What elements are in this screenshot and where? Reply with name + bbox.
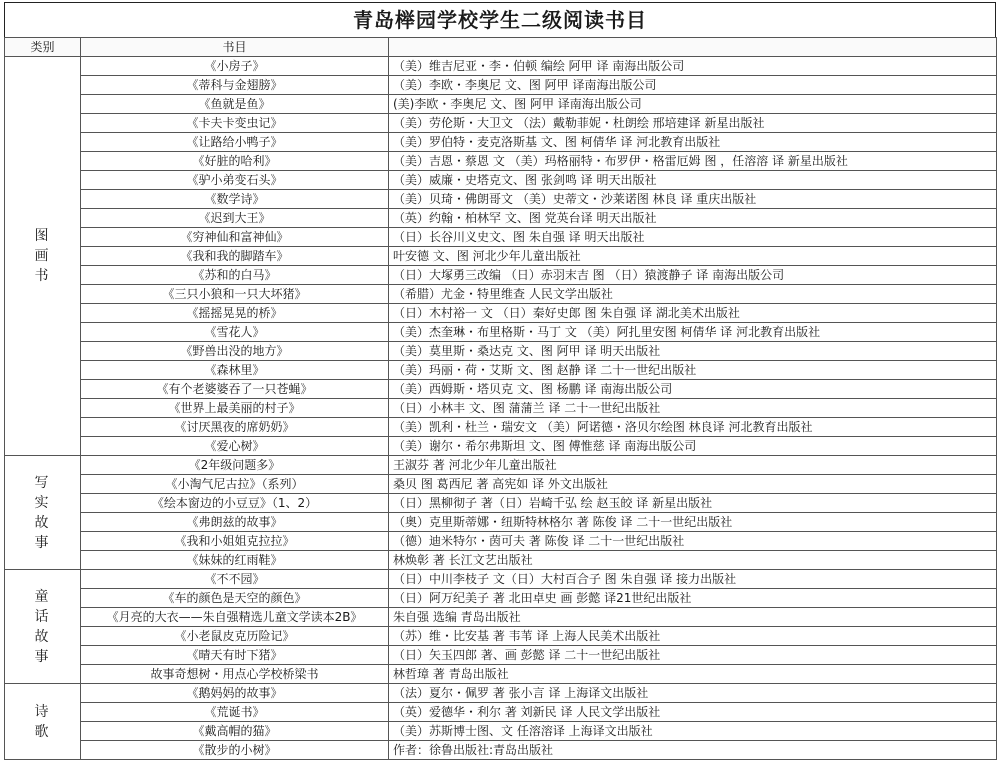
table-row	[5, 114, 997, 133]
book-title-cell: 《弗朗兹的故事》	[81, 513, 389, 532]
book-title-cell: 《穷神仙和富神仙》	[81, 228, 389, 247]
book-info-cell: （美）莫里斯・桑达克 文、图 阿甲 译 明天出版社	[389, 342, 997, 361]
book-info-cell: （美）维吉尼亚・李・伯顿 编绘 阿甲 译 南海出版公司	[389, 57, 997, 76]
table-row	[5, 190, 997, 209]
book-title-cell: 《晴天有时下猪》	[81, 646, 389, 665]
category-char: 故	[34, 514, 51, 531]
table-row	[5, 646, 997, 665]
table-row	[5, 665, 997, 684]
table-row	[5, 589, 997, 608]
book-info-cell: 林哲璋 著 青岛出版社	[389, 665, 997, 684]
table-row	[5, 228, 997, 247]
table-row	[5, 456, 997, 475]
book-info-cell: （美）凯利・杜兰・瑞安文 （美）阿诺德・洛贝尔绘图 林良译 河北教育出版社	[389, 418, 997, 437]
reading-list-sheet	[4, 2, 996, 760]
book-info-cell: （日）黑柳彻子 著（日）岩崎千弘 绘 赵玉皎 译 新星出版社	[389, 494, 997, 513]
book-info-cell: （德）迪米特尔・茵可夫 著 陈俊 译 二十一世纪出版社	[389, 532, 997, 551]
category-char: 事	[34, 534, 51, 551]
table-row	[5, 133, 997, 152]
category-char: 诗	[34, 703, 51, 720]
table-row	[5, 703, 997, 722]
book-title-cell: 《鹅妈妈的故事》	[81, 684, 389, 703]
book-title-cell: 《2年级问题多》	[81, 456, 389, 475]
table-row	[5, 418, 997, 437]
book-title-cell: 《月亮的大衣——朱自强精选儿童文学读本2B》	[81, 608, 389, 627]
book-info-cell: （奥）克里斯蒂娜・纽斯特林格尔 著 陈俊 译 二十一世纪出版社	[389, 513, 997, 532]
book-title-cell: 《蒂科与金翅膀》	[81, 76, 389, 95]
book-info-cell: （日）阿万纪美子 著 北田卓史 画 彭懿 译21世纪出版社	[389, 589, 997, 608]
book-info-cell: （日）矢玉四郎 著、画 彭懿 译 二十一世纪出版社	[389, 646, 997, 665]
book-title-cell: 《戴高帽的猫》	[81, 722, 389, 741]
table-row	[5, 722, 997, 741]
book-info-cell: （美）苏斯博士图、文 任溶溶译 上海译文出版社	[389, 722, 997, 741]
table-row	[5, 57, 997, 76]
book-info-cell: （美）李欧・李奥尼 文、图 阿甲 译南海出版公司	[389, 76, 997, 95]
book-title-cell: 《我和我的脚踏车》	[81, 247, 389, 266]
category-cell	[5, 456, 81, 570]
category-char: 实	[34, 494, 51, 511]
book-title-cell: 《小老鼠皮克历险记》	[81, 627, 389, 646]
category-char: 图	[34, 228, 51, 244]
book-title-cell: 《妹妹的红雨鞋》	[81, 551, 389, 570]
table-row	[5, 323, 997, 342]
category-char: 书	[34, 268, 51, 284]
header-book: 书目	[81, 38, 389, 57]
book-info-cell: （美）西姆斯・塔贝克 文、图 杨鹏 译 南海出版公司	[389, 380, 997, 399]
table-row	[5, 475, 997, 494]
book-info-cell: 作者：徐鲁出版社:青岛出版社	[389, 741, 997, 760]
book-title-cell: 《小房子》	[81, 57, 389, 76]
table-row	[5, 437, 997, 456]
book-info-cell: （美）杰奎琳・布里格斯・马丁 文 （美）阿扎里安图 柯倩华 译 河北教育出版社	[389, 323, 997, 342]
book-title-cell: 《森林里》	[81, 361, 389, 380]
table-row	[5, 551, 997, 570]
table-row	[5, 304, 997, 323]
table-row	[5, 152, 997, 171]
book-info-cell: 桑贝 图 葛西尼 著 高宪如 译 外文出版社	[389, 475, 997, 494]
book-info-cell: （美）吉恩・蔡恩 文 （美）玛格丽特・布罗伊・格雷厄姆 图 ，任溶溶 译 新星出版社	[389, 152, 997, 171]
category-cell	[5, 684, 81, 760]
book-info-cell: （日）木村裕一 文 （日）秦好史郎 图 朱自强 译 湖北美术出版社	[389, 304, 997, 323]
table-row	[5, 209, 997, 228]
table-row	[5, 76, 997, 95]
table-row	[5, 627, 997, 646]
book-info-cell: 叶安德 文、图 河北少年儿童出版社	[389, 247, 997, 266]
book-title-cell: 故事奇想树・用点心学校桥梁书	[81, 665, 389, 684]
table-row	[5, 171, 997, 190]
table-row	[5, 285, 997, 304]
book-info-cell: （日）长谷川义史文、图 朱自强 译 明天出版社	[389, 228, 997, 247]
header-category: 类别	[5, 38, 81, 57]
book-info-cell: （美）劳伦斯・大卫文 （法）戴勒菲妮・杜朗绘 邢培建译 新星出版社	[389, 114, 997, 133]
table-row	[5, 570, 997, 589]
book-info-cell: 朱自强 选编 青岛出版社	[389, 608, 997, 627]
page-title: 青岛榉园学校学生二级阅读书目	[4, 2, 996, 37]
table-row	[5, 342, 997, 361]
book-info-cell: 林焕彰 著 长江文艺出版社	[389, 551, 997, 570]
book-info-cell: （美）贝琦・佛朗哥文 （美）史蒂文・沙莱诺图 林良 译 重庆出版社	[389, 190, 997, 209]
table-row	[5, 608, 997, 627]
book-info-cell: （美）罗伯特・麦克洛斯基 文、图 柯倩华 译 河北教育出版社	[389, 133, 997, 152]
book-title-cell: 《不不园》	[81, 570, 389, 589]
book-title-cell: 《苏和的白马》	[81, 266, 389, 285]
book-info-cell: （英）爱德华・利尔 著 刘新民 译 人民文学出版社	[389, 703, 997, 722]
book-info-cell: （美）威廉・史塔克文、图 张剑鸣 译 明天出版社	[389, 171, 997, 190]
book-title-cell: 《讨厌黑夜的席奶奶》	[81, 418, 389, 437]
category-char: 歌	[34, 723, 51, 740]
book-title-cell: 《有个老婆婆吞了一只苍蝇》	[81, 380, 389, 399]
book-info-cell: （日）中川李枝子 文（日）大村百合子 图 朱自强 译 接力出版社	[389, 570, 997, 589]
book-info-cell: （美）玛丽・荷・艾斯 文、图 赵静 译 二十一世纪出版社	[389, 361, 997, 380]
book-info-cell: （美）谢尔・希尔弗斯坦 文、图 傅惟慈 译 南海出版公司	[389, 437, 997, 456]
table-row	[5, 266, 997, 285]
book-title-cell: 《荒诞书》	[81, 703, 389, 722]
book-info-cell: （法）夏尔・佩罗 著 张小言 译 上海译文出版社	[389, 684, 997, 703]
book-title-cell: 《爱心树》	[81, 437, 389, 456]
book-title-cell: 《摇摇晃晃的桥》	[81, 304, 389, 323]
table-row	[5, 532, 997, 551]
category-char: 童	[34, 588, 51, 605]
book-title-cell: 《绘本窗边的小豆豆》（1、2）	[81, 494, 389, 513]
category-char: 故	[34, 628, 51, 645]
book-title-cell: 《散步的小树》	[81, 741, 389, 760]
book-title-cell: 《驴小弟变石头》	[81, 171, 389, 190]
table-row	[5, 247, 997, 266]
book-title-cell: 《小淘气尼古拉》（系列）	[81, 475, 389, 494]
table-header-row	[5, 38, 997, 57]
book-title-cell: 《车的颜色是天空的颜色》	[81, 589, 389, 608]
book-title-cell: 《好脏的哈利》	[81, 152, 389, 171]
category-cell	[5, 570, 81, 684]
book-info-cell: 王淑芬 著 河北少年儿童出版社	[389, 456, 997, 475]
table-row	[5, 513, 997, 532]
book-title-cell: 《让路给小鸭子》	[81, 133, 389, 152]
category-cell	[5, 57, 81, 456]
table-row	[5, 95, 997, 114]
header-info	[389, 38, 997, 57]
book-title-cell: 《三只小狼和一只大坏猪》	[81, 285, 389, 304]
table-row	[5, 494, 997, 513]
category-char: 话	[34, 608, 51, 625]
book-info-cell: (美)李欧・李奥尼 文、图 阿甲 译南海出版公司	[389, 95, 997, 114]
category-char: 事	[34, 648, 51, 665]
book-title-cell: 《雪花人》	[81, 323, 389, 342]
book-info-cell: （日）大塚勇三改编 （日）赤羽末吉 图 （日）猿渡静子 译 南海出版公司	[389, 266, 997, 285]
book-title-cell: 《世界上最美丽的村子》	[81, 399, 389, 418]
reading-list-table	[4, 37, 997, 760]
category-char: 写	[34, 474, 51, 491]
book-info-cell: （希腊）尤金・特里维查 人民文学出版社	[389, 285, 997, 304]
book-title-cell: 《卡夫卡变虫记》	[81, 114, 389, 133]
table-row	[5, 741, 997, 760]
book-info-cell: （英）约翰・柏林罕 文、图 党英台译 明天出版社	[389, 209, 997, 228]
table-row	[5, 361, 997, 380]
book-title-cell: 《野兽出没的地方》	[81, 342, 389, 361]
book-title-cell: 《迟到大王》	[81, 209, 389, 228]
book-title-cell: 《数学诗》	[81, 190, 389, 209]
book-title-cell: 《我和小姐姐克拉拉》	[81, 532, 389, 551]
table-row	[5, 684, 997, 703]
book-info-cell: （苏）维・比安基 著 韦苇 译 上海人民美术出版社	[389, 627, 997, 646]
table-row	[5, 399, 997, 418]
book-title-cell: 《鱼就是鱼》	[81, 95, 389, 114]
book-info-cell: （日）小林丰 文、图 蒲蒲兰 译 二十一世纪出版社	[389, 399, 997, 418]
category-char: 画	[34, 248, 51, 264]
table-row	[5, 380, 997, 399]
